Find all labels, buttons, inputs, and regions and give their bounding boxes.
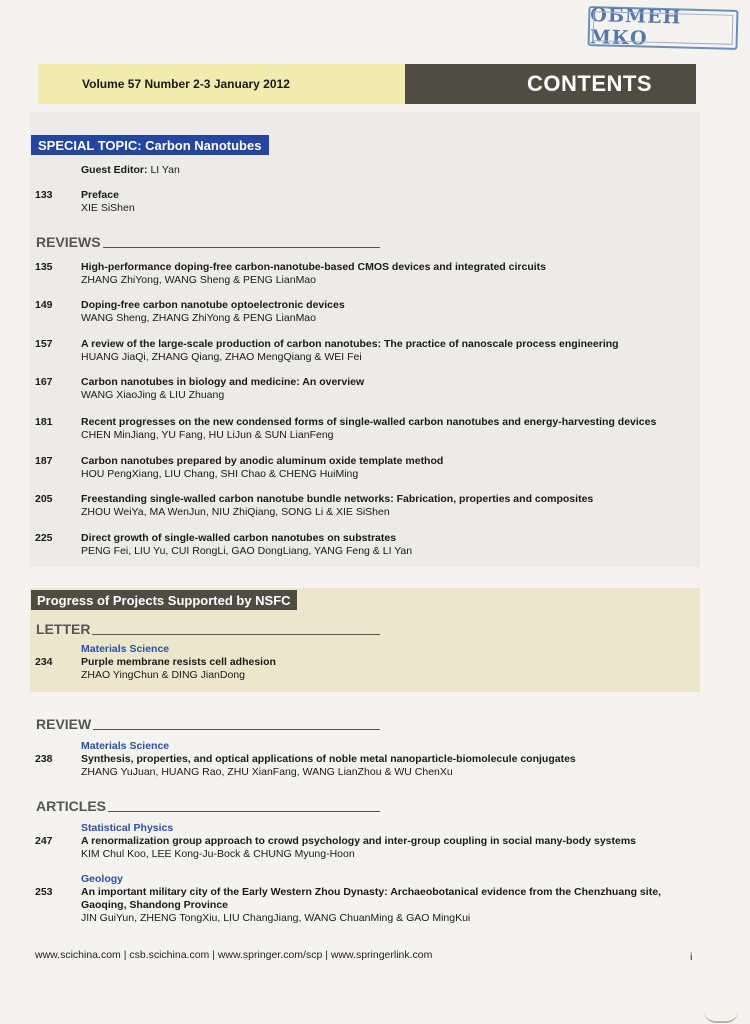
review-heading [36, 716, 380, 732]
category-label: Geology [81, 873, 124, 885]
entry-authors: WANG XiaoJing & LIU Zhuang [81, 389, 225, 401]
letter-heading [36, 621, 380, 637]
contents-header [38, 64, 696, 104]
entry-title: Synthesis, properties, and optical applications of noble metal nanoparticle-biomolecule conjugates [81, 753, 576, 765]
entry-title: A renormalization group approach to crowd psychology and inter-group coupling in social many-body systems [81, 835, 637, 847]
entry-authors: XIE SiShen [81, 202, 135, 214]
library-stamp: ОБМЕН МКО [588, 6, 739, 50]
guest-editor-label: Guest Editor: [81, 164, 148, 176]
issue-info: Volume 57 Number 2-3 January 2012 [38, 64, 405, 104]
page-number: 187 [35, 455, 53, 467]
entry-authors: CHEN MinJiang, YU Fang, HU LiJun & SUN LianFeng [81, 429, 334, 441]
entry-authors: HUANG JiaQi, ZHANG Qiang, ZHAO MengQiang & WEI Fei [81, 351, 362, 363]
letter-heading-label: LETTER [36, 621, 91, 637]
entry-authors: ZHANG ZhiYong, WANG Sheng & PENG LianMao [81, 274, 316, 286]
category-label: Statistical Physics [81, 822, 174, 834]
articles-heading-label: ARTICLES [36, 798, 106, 814]
page-number: 181 [35, 416, 53, 428]
entry-title: High-performance doping-free carbon-nanotube-based CMOS devices and integrated circuits [81, 261, 546, 273]
entry-authors: JIN GuiYun, ZHENG TongXiu, LIU ChangJiang, WANG ChuanMing & GAO MingKui [81, 912, 471, 924]
special-topic-banner: SPECIAL TOPIC: Carbon Nanotubes [31, 135, 269, 155]
entry-title: An important military city of the Early Western Zhou Dynasty: Archaeobotanical evidence from the Chenzhuang site, [81, 886, 661, 898]
page-number: 234 [35, 656, 53, 668]
nsfc-banner: Progress of Projects Supported by NSFC [31, 590, 297, 610]
entry-authors: PENG Fei, LIU Yu, CUI RongLi, GAO DongLiang, YANG Feng & LI Yan [81, 545, 413, 557]
entry-title: Carbon nanotubes in biology and medicine: An overview [81, 376, 365, 388]
page-number: 133 [35, 189, 53, 201]
page-mark: i [690, 951, 693, 963]
entry-title-continued: Gaoqing, Shandong Province [81, 899, 229, 911]
page-number: 253 [35, 886, 53, 898]
page-number: 225 [35, 532, 53, 544]
page-number: 157 [35, 338, 53, 350]
guest-editor-name: LI Yan [150, 164, 180, 176]
entry-title: Carbon nanotubes prepared by anodic aluminum oxide template method [81, 455, 444, 467]
review-heading-label: REVIEW [36, 716, 92, 732]
category-label: Materials Science [81, 643, 170, 655]
page-number: 205 [35, 493, 53, 505]
entry-authors: ZHAO YingChun & DING JianDong [81, 669, 245, 681]
reviews-heading [36, 234, 380, 250]
page-number: 247 [35, 835, 53, 847]
entry-title: Purple membrane resists cell adhesion [81, 656, 276, 668]
page-number: 167 [35, 376, 53, 388]
footer-links: www.scichina.com | csb.scichina.com | www.springer.com/scp | www.springerlink.com [35, 949, 433, 961]
entry-title: Recent progresses on the new condensed forms of single-walled carbon nanotubes and energy-harvesting devices [81, 416, 657, 428]
handwritten-mark [704, 995, 738, 1023]
category-label: Materials Science [81, 740, 170, 752]
page-number: 149 [35, 299, 53, 311]
entry-authors: HOU PengXiang, LIU Chang, SHI Chao & CHENG HuiMing [81, 468, 359, 480]
entry-title: A review of the large-scale production of carbon nanotubes: The practice of nanoscale process engineering [81, 338, 619, 350]
page-number: 135 [35, 261, 53, 273]
entry-authors: ZHOU WeiYa, MA WenJun, NIU ZhiQiang, SONG Li & XIE SiShen [81, 506, 390, 518]
contents-title: CONTENTS [405, 64, 696, 104]
entry-title: Direct growth of single-walled carbon nanotubes on substrates [81, 532, 397, 544]
entry-title: Doping-free carbon nanotube optoelectronic devices [81, 299, 345, 311]
entry-title: Freestanding single-walled carbon nanotube bundle networks: Fabrication, properties and composites [81, 493, 594, 505]
entry-authors: ZHANG YuJuan, HUANG Rao, ZHU XianFang, WANG LianZhou & WU ChenXu [81, 766, 453, 778]
reviews-heading-label: REVIEWS [36, 234, 101, 250]
articles-heading [36, 798, 380, 814]
guest-editor [81, 164, 180, 176]
entry-title: Preface [81, 189, 119, 201]
entry-authors: WANG Sheng, ZHANG ZhiYong & PENG LianMao [81, 312, 316, 324]
page-number: 238 [35, 753, 53, 765]
entry-authors: KIM Chul Koo, LEE Kong-Ju-Bock & CHUNG Myung-Hoon [81, 848, 355, 860]
